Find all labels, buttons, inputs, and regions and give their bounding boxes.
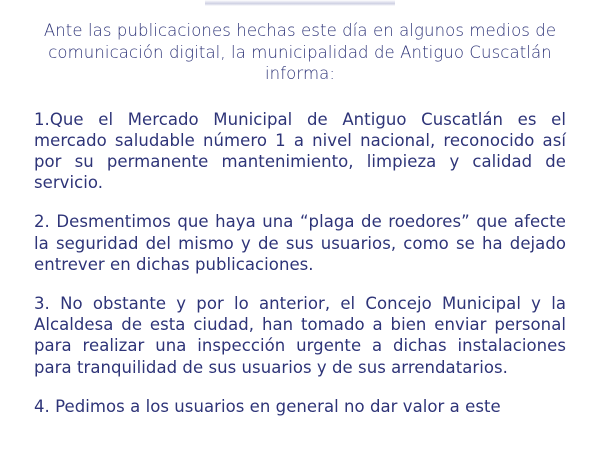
item-text: Pedimos a los usuarios en general no dar valor a este — [55, 396, 501, 416]
item-text: No obstante y por lo anterior, el Concejo Municipal y la Alcaldesa de esta ciudad, han tomado a bien enviar personal para realizar una inspección urgente a dichas instalaciones para tranquilidad de sus usuarios y de sus arrendatarios. — [34, 293, 566, 377]
item-number: 2. — [34, 212, 50, 232]
item-text: Desmentimos que haya una “plaga de roedores” que afecte la seguridad del mismo y de sus usuarios, como se ha dejado entrever en dichas publicaciones. — [34, 212, 566, 274]
intro-paragraph: Ante las publicaciones hechas este día en algunos medios de comunicación digital, la municipalidad de Antiguo Cuscatlán informa: — [43, 21, 557, 83]
statement-document — [34, 20, 566, 435]
list-item-1 — [34, 109, 566, 194]
item-number: 3. — [34, 293, 50, 313]
item-text: Que el Mercado Municipal de Antiguo Cuscatlán es el mercado saludable número 1 a nivel nacional, reconocido así por su permanente mantenimiento, limpieza y calidad de servicio. — [34, 109, 566, 193]
list-item-2 — [34, 211, 566, 275]
item-number: 1. — [34, 109, 50, 129]
list-item-3 — [34, 293, 566, 378]
list-item-4 — [34, 396, 566, 417]
top-decorative-rule — [205, 0, 395, 6]
item-number: 4. — [34, 396, 50, 416]
